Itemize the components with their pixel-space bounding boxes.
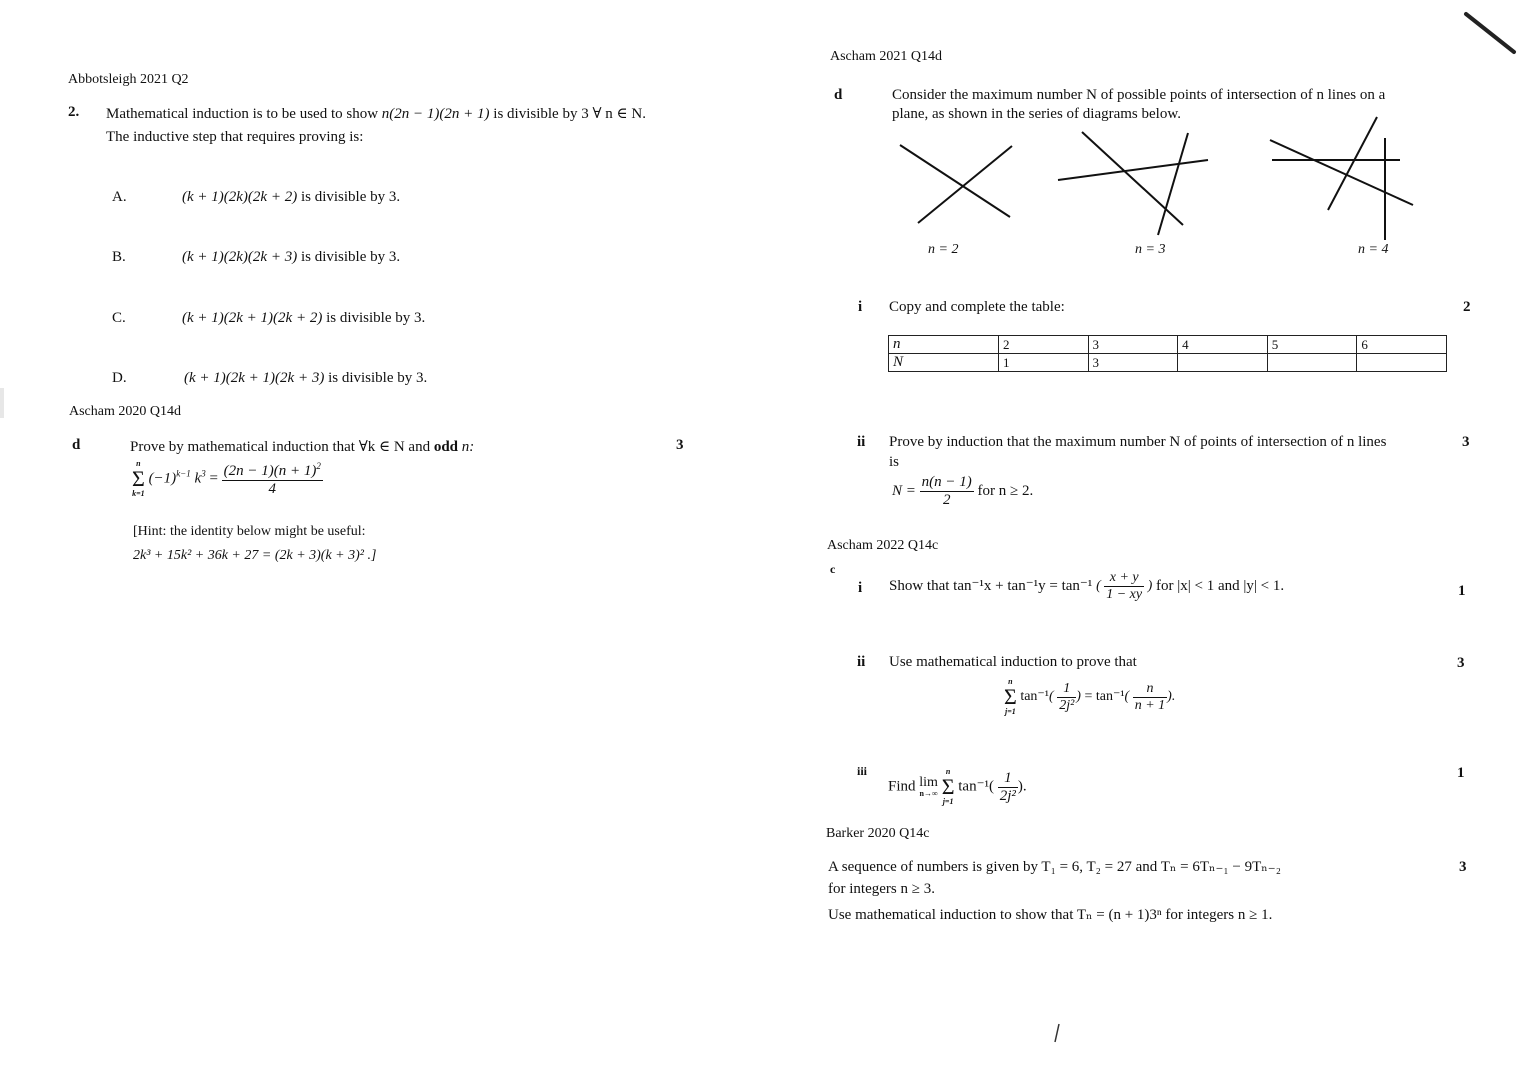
marks-sub-ii: 3	[1462, 434, 1470, 450]
diagram-n4-line-1	[1270, 140, 1413, 205]
source-abbotsleigh: Abbotsleigh 2021 Q2	[68, 72, 189, 87]
table-cell: 3	[1088, 354, 1178, 372]
ascham2021-intro-line1: Consider the maximum number N of possible points of intersection of n lines on a	[892, 87, 1386, 103]
sum-identity-formula: n Σ k=1 $(-1)^{k-1}$ $k^3$ = $\frac{(2n - 1)(n + 1)^2}{4}$	[132, 459, 321, 498]
ascham2022-sub-i-label: i	[858, 580, 863, 596]
ascham2022-sub-iii-label: iii	[857, 764, 868, 778]
source-ascham-2020: Ascham 2020 Q14d	[69, 404, 181, 419]
table-cell: 4	[1178, 336, 1268, 354]
diagram-label-n3: n = 3	[1135, 242, 1166, 257]
table-cell: 2	[998, 336, 1088, 354]
table-row	[889, 336, 1447, 354]
table-row	[889, 354, 1447, 372]
sub-ii-text-line2: is	[889, 454, 900, 470]
table-cell	[1267, 354, 1357, 372]
ascham2021-intro-line2: plane, as shown in the series of diagrams below.	[892, 106, 1181, 122]
barker-line3: Use mathematical induction to show that Tₙ = (n + 1)3ⁿ for integers n ≥ 1.	[828, 907, 1273, 923]
diagram-label-n4: n = 4	[1358, 242, 1389, 257]
table-cell: 6	[1357, 336, 1447, 354]
option-a-letter: A.	[112, 189, 127, 205]
diagram-n3-line-3	[1158, 133, 1188, 235]
marks-ascham2022-ii: 3	[1457, 655, 1465, 671]
hint-identity: 2k³ + 15k² + 36k + 27 = (2k + 3)(k + 3)² .]	[133, 548, 377, 563]
question-stem-line2: The inductive step that requires proving is:	[106, 129, 364, 145]
option-a-text: (k + 1)(2k)(2k + 2) is divisible by 3.	[182, 189, 401, 205]
barker-line2: for integers n ≥ 3.	[828, 881, 935, 897]
source-ascham-2021: Ascham 2021 Q14d	[830, 49, 942, 64]
option-c-text: (k + 1)(2k + 1)(2k + 2) is divisible by 3.	[182, 310, 426, 326]
n-N-table	[888, 335, 1447, 372]
diagram-n3-line-1	[1058, 160, 1208, 180]
question-number: 2.	[68, 104, 80, 120]
pen-stroke-mark	[1462, 8, 1522, 60]
table-cell: N	[889, 354, 999, 372]
marks-ascham2020: 3	[676, 437, 684, 453]
sub-i-label: i	[858, 299, 863, 315]
diagram-n3-line-2	[1082, 132, 1183, 225]
question-stem-line1: Mathematical induction is to be used to show n(2n − 1)(2n + 1) is divisible by 3 ∀ n ∈ N.	[106, 106, 646, 122]
part-c-label: c	[830, 562, 836, 576]
marks-ascham2022-iii: 1	[1457, 765, 1465, 781]
barker-line1: A sequence of numbers is given by T₁ = 6, T₂ = 27 and Tₙ = 6Tₙ₋₁ − 9Tₙ₋₂	[828, 859, 1281, 875]
intersection-formula: N = $\frac{n(n - 1)}{2}$ for n ≥ 2.	[892, 474, 1034, 508]
table-cell: 1	[998, 354, 1088, 372]
ascham2022-sub-i-text: Show that tan⁻¹x + tan⁻¹y = tan⁻¹ ( $\frac{x + y}{1 - xy}$ ) for |x| < 1 and |y| < 1.	[889, 570, 1285, 602]
table-cell	[1357, 354, 1447, 372]
intersecting-lines-diagrams	[880, 110, 1460, 240]
diagram-label-n2: n = 2	[928, 242, 959, 257]
limit-formula: Find lim n→∞ n Σ j=1 tan⁻¹( $\frac{1}{\text{2j²}}$ ).	[888, 767, 1027, 806]
option-d-text: (k + 1)(2k + 1)(2k + 3) is divisible by 3.	[184, 370, 428, 386]
marks-sub-i: 2	[1463, 299, 1471, 315]
diagram-n2-line-1	[900, 145, 1010, 217]
part-d-label-right: d	[834, 87, 843, 103]
table-cell: 3	[1088, 336, 1178, 354]
option-c-letter: C.	[112, 310, 126, 326]
arctan-sum-formula: n Σ j=1 tan⁻¹( $\frac{1}{\text{2j²}}$ ) = tan⁻¹( $\frac{n}{n + 1}$ ).	[1004, 677, 1176, 716]
source-ascham-2022: Ascham 2022 Q14c	[827, 538, 939, 553]
ascham2022-sub-ii-label: ii	[857, 654, 866, 670]
table-cell: 5	[1267, 336, 1357, 354]
table-cell	[1178, 354, 1268, 372]
option-d-letter: D.	[112, 370, 127, 386]
stray-mark	[1050, 1022, 1064, 1044]
table-cell: n	[889, 336, 999, 354]
diagram-n4-line-3	[1328, 117, 1377, 210]
option-b-text: (k + 1)(2k)(2k + 3) is divisible by 3.	[182, 249, 401, 265]
ascham2022-sub-ii-text: Use mathematical induction to prove that	[889, 654, 1137, 670]
diagram-n2-line-2	[918, 146, 1012, 223]
ascham2020-prompt: Prove by mathematical induction that ∀k ∈ N and odd n:	[130, 439, 475, 455]
part-d-label: d	[72, 437, 81, 453]
sub-ii-label: ii	[857, 434, 866, 450]
option-b-letter: B.	[112, 249, 126, 265]
scan-edge-shadow	[0, 388, 4, 418]
sub-ii-text-line1: Prove by induction that the maximum number N of points of intersection of n lines	[889, 434, 1387, 450]
marks-ascham2022-i: 1	[1458, 583, 1466, 599]
sub-i-text: Copy and complete the table:	[889, 299, 1065, 315]
source-barker-2020: Barker 2020 Q14c	[826, 826, 930, 841]
marks-barker: 3	[1459, 859, 1467, 875]
hint-text: [Hint: the identity below might be useful:	[133, 524, 366, 539]
